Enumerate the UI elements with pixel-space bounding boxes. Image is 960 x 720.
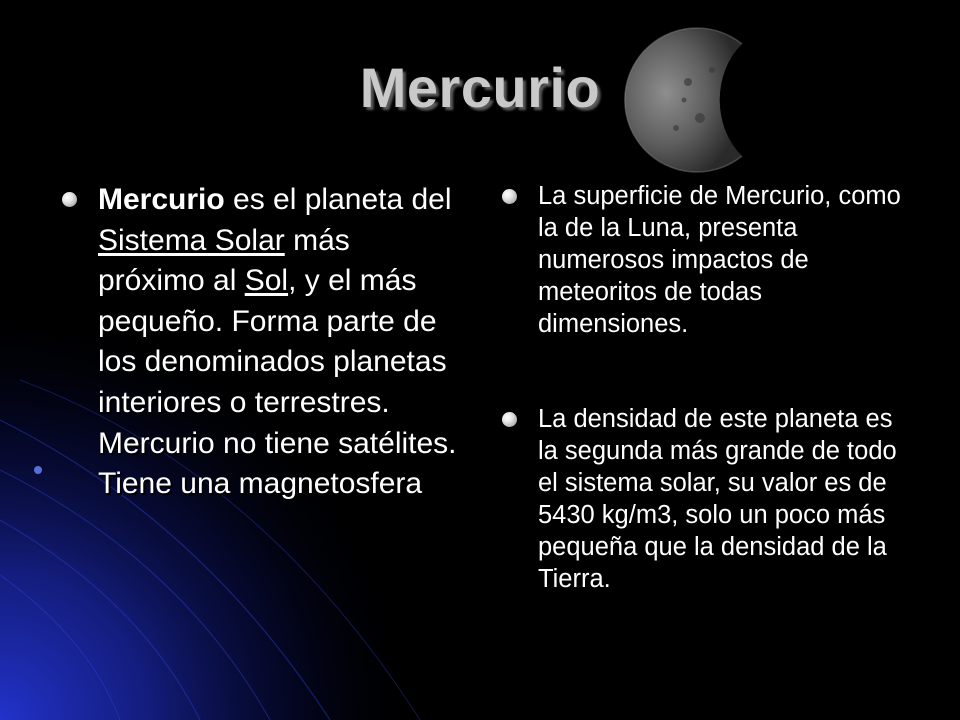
body-text: La superficie de Mercurio, como la de la Luna, presenta numerosos impactos de meteoritos de todas dimensiones. bbox=[538, 182, 901, 338]
body-text: La densidad de este planeta es la segunda más grande de todo el sistema solar, su valor es de 5430 kg/m3, solo un poco más pequeña que la densidad de la Tierra. bbox=[538, 405, 897, 593]
slide-title: Mercurio bbox=[359, 56, 601, 119]
bullet-icon bbox=[62, 192, 77, 207]
body-text: más próximo al bbox=[98, 223, 350, 298]
body-text: es el planeta del bbox=[224, 183, 452, 216]
list-item bbox=[498, 180, 918, 340]
list-item bbox=[58, 180, 458, 505]
left-column bbox=[58, 180, 458, 505]
link-sistema-solar[interactable]: Sistema Solar bbox=[98, 223, 285, 257]
term-bold: Mercurio bbox=[98, 183, 225, 216]
bullet-icon bbox=[502, 412, 517, 427]
link-sol[interactable]: Sol bbox=[244, 264, 289, 298]
list-item bbox=[498, 403, 918, 595]
glow-dot bbox=[34, 466, 42, 474]
bullet-icon bbox=[502, 189, 517, 204]
body-text: , y el más pequeño. Forma parte de los denominados planetas interiores o terrestres. Mercurio no tiene satélites. Tiene una magnetosfera bbox=[98, 264, 457, 501]
right-column bbox=[498, 180, 918, 595]
